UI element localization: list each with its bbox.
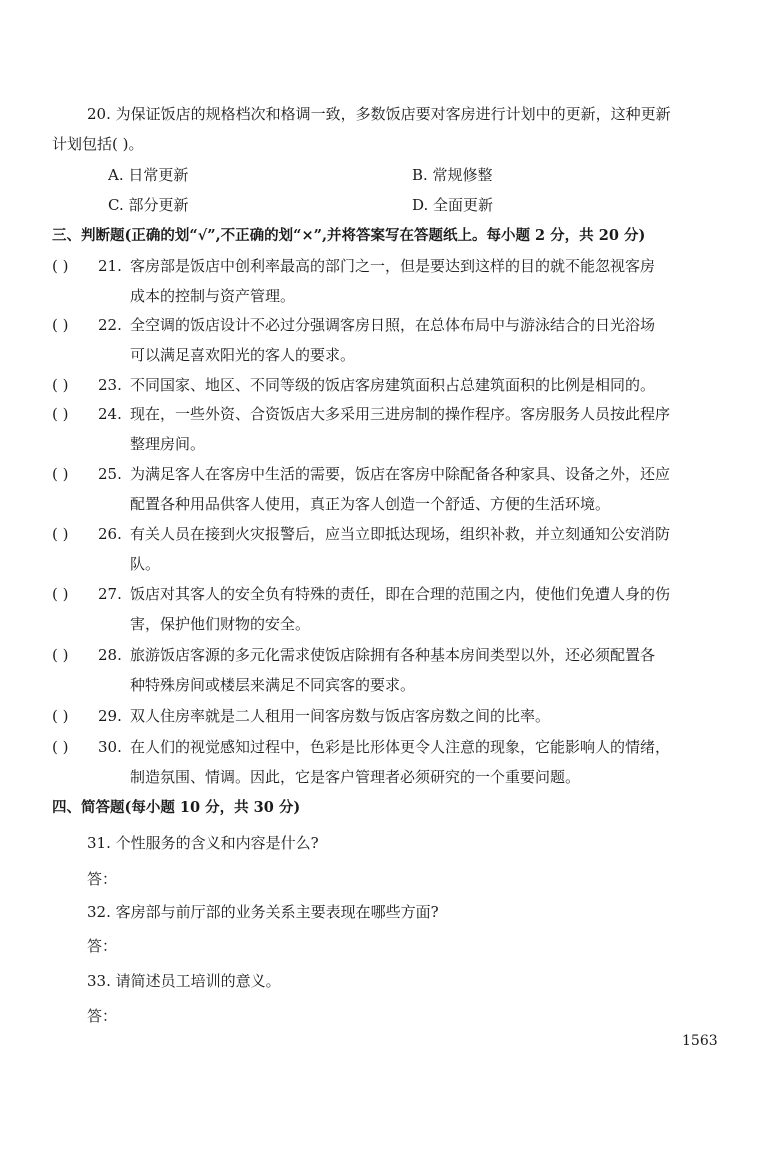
item-number: 28.	[98, 646, 122, 664]
item-text: 害，保护他们财物的安全。	[130, 615, 311, 633]
question-33: 33. 请简述员工培训的意义。	[87, 972, 281, 990]
item-text: 队。	[130, 555, 161, 573]
item-text: 双人住房率就是二人租用一间客房数与饭店客房数之间的比率。	[130, 707, 551, 725]
item-text: 在人们的视觉感知过程中，色彩是比形体更令人注意的现象，它能影响人的情绪，	[130, 738, 671, 756]
item-text: 不同国家、地区、不同等级的饭店客房建筑面积占总建筑面积的比例是相同的。	[130, 376, 656, 394]
item-number: 30.	[98, 738, 122, 756]
answer-blank: ( )	[52, 525, 69, 543]
item-number: 26.	[98, 525, 122, 543]
section4-heading: 四、简答题(每小题 10 分，共 30 分)	[52, 799, 301, 816]
item-text: 为满足客人在客房中生活的需要，饭店在客房中除配备各种家具、设备之外，还应	[130, 465, 671, 483]
item-text: 整理房间。	[130, 435, 206, 453]
answer-blank: ( )	[52, 585, 69, 603]
item-number: 23.	[98, 376, 122, 394]
q20-option-c: C. 部分更新	[108, 196, 189, 214]
q20-option-a: A. 日常更新	[108, 166, 189, 184]
q20-option-b: B. 常规修整	[412, 166, 493, 184]
item-text: 全空调的饭店设计不必过分强调客房日照，在总体布局中与游泳结合的日光浴场	[130, 316, 656, 334]
page-number: 1563	[682, 1033, 718, 1049]
item-text: 配置各种用品供客人使用，真正为客人创造一个舒适、方便的生活环境。	[130, 495, 611, 513]
item-text: 有关人员在接到火灾报警后，应当立即抵达现场，组织补救，并立刻通知公安消防	[130, 525, 671, 543]
item-number: 22.	[98, 316, 122, 334]
answer-blank: ( )	[52, 465, 69, 483]
item-text: 旅游饭店客源的多元化需求使饭店除拥有各种基本房间类型以外，还必须配置各	[130, 646, 656, 664]
answer-blank: ( )	[52, 376, 69, 394]
item-text: 现在，一些外资、合资饭店大多采用三进房制的操作程序。客房服务人员按此程序	[130, 405, 671, 423]
item-text: 制造氛围、情调。因此，它是客户管理者必须研究的一个重要问题。	[130, 768, 581, 786]
item-number: 21.	[98, 257, 122, 275]
item-number: 24.	[98, 405, 122, 423]
item-number: 29.	[98, 707, 122, 725]
answer-blank: ( )	[52, 405, 69, 423]
q20-line1: 20. 为保证饭店的规格档次和格调一致，多数饭店要对客房进行计划中的更新，这种更新	[87, 105, 671, 123]
answer-blank: ( )	[52, 738, 69, 756]
question-32: 32. 客房部与前厅部的业务关系主要表现在哪些方面?	[87, 903, 439, 921]
item-text: 成本的控制与资产管理。	[130, 287, 296, 305]
section3-heading: 三、判断题(正确的划“√”,不正确的划“×”,并将答案写在答题纸上。每小题 2 分，共 20 分)	[52, 227, 646, 244]
answer-blank: ( )	[52, 707, 69, 725]
answer-blank: ( )	[52, 316, 69, 334]
item-number: 25.	[98, 465, 122, 483]
item-text: 种特殊房间或楼层来满足不同宾客的要求。	[130, 676, 416, 694]
answer-blank: ( )	[52, 646, 69, 664]
answer-label-32: 答：	[87, 937, 118, 955]
answer-label-31: 答：	[87, 870, 118, 888]
item-number: 27.	[98, 585, 122, 603]
item-text: 可以满足喜欢阳光的客人的要求。	[130, 346, 356, 364]
item-text: 饭店对其客人的安全负有特殊的责任，即在合理的范围之内，使他们免遭人身的伤	[130, 585, 671, 603]
answer-blank: ( )	[52, 257, 69, 275]
question-31: 31. 个性服务的含义和内容是什么?	[87, 834, 319, 852]
q20-line2: 计划包括( )。	[52, 135, 144, 153]
answer-label-33: 答：	[87, 1007, 118, 1025]
q20-option-d: D. 全面更新	[412, 196, 494, 214]
item-text: 客房部是饭店中创利率最高的部门之一，但是要达到这样的目的就不能忽视客房	[130, 257, 656, 275]
